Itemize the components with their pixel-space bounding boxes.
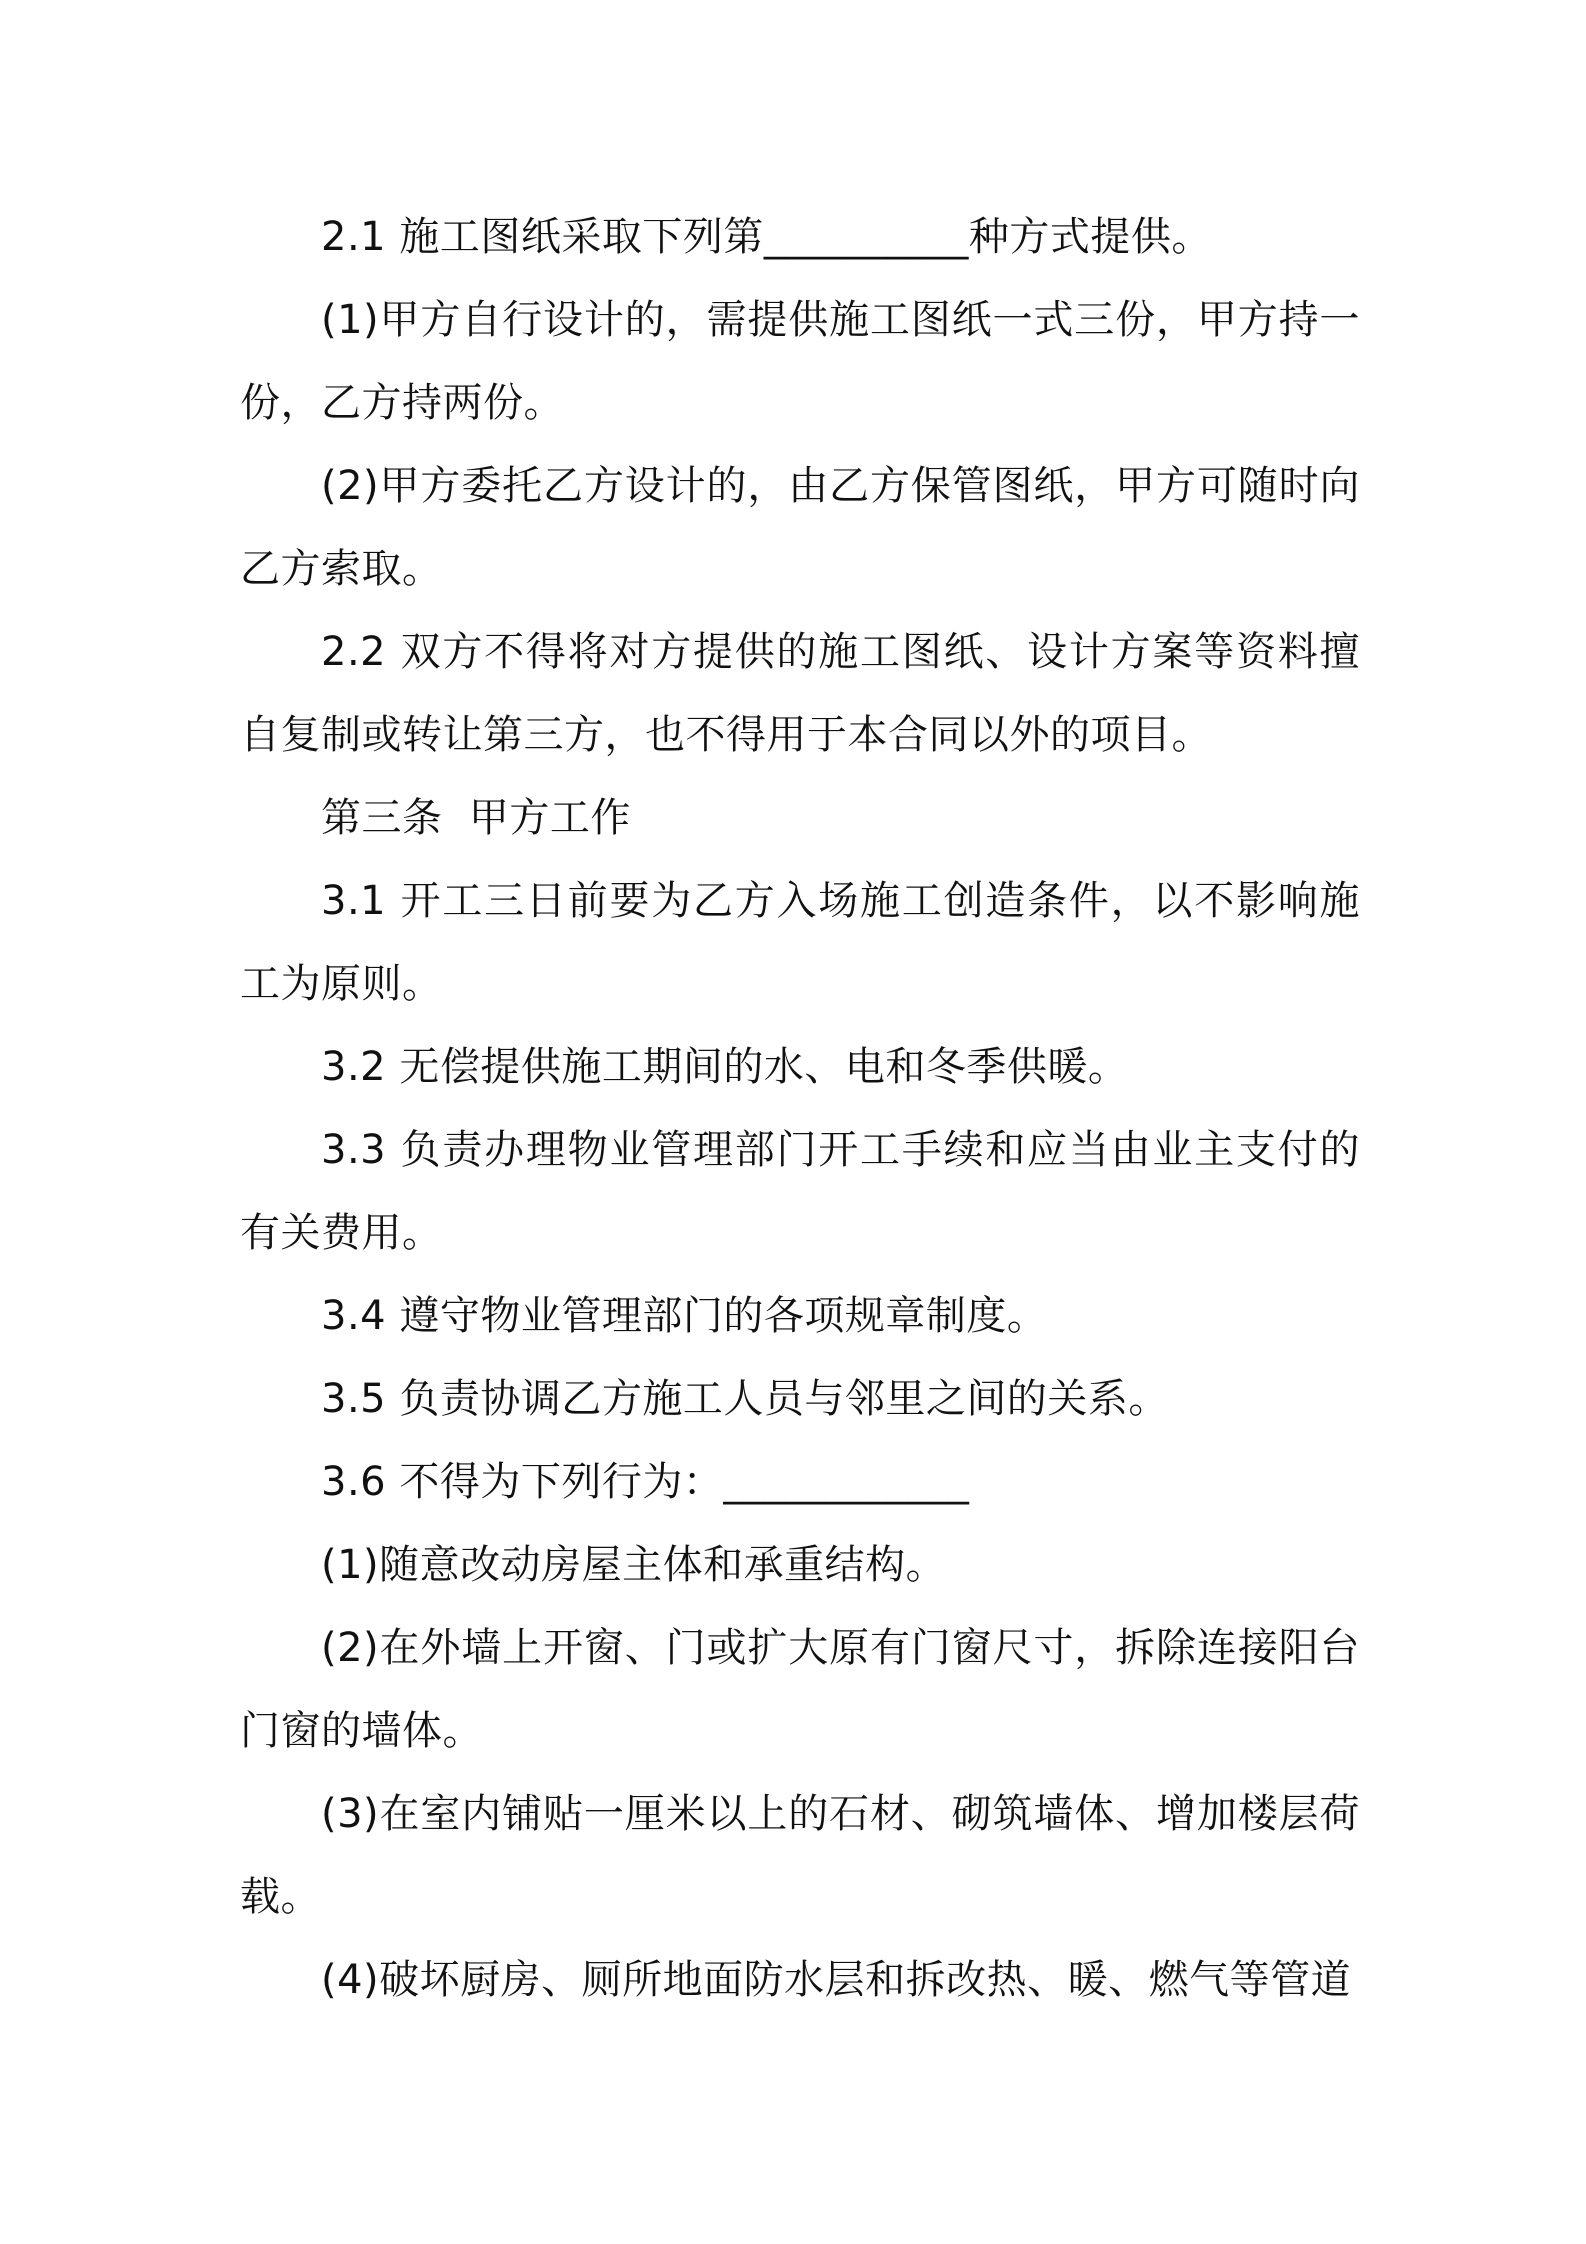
- paragraph-2-1-item-1: (1)甲方自行设计的，需提供施工图纸一式三份，甲方持一份，乙方持两份。: [240, 297, 1360, 426]
- paragraph-3-3: 3.3 负责办理物业管理部门开工手续和应当由业主支付的有关费用。: [240, 1127, 1360, 1256]
- paragraph-3-4: 3.4 遵守物业管理部门的各项规章制度。: [321, 1293, 1048, 1339]
- paragraph-3-6: 3.6 不得为下列行为：____________: [321, 1459, 970, 1505]
- paragraph-3-1: 3.1 开工三日前要为乙方入场施工创造条件，以不影响施工为原则。: [240, 878, 1360, 1007]
- paragraph-2-2: 2.2 双方不得将对方提供的施工图纸、设计方案等资料擅自复制或转让第三方，也不得用于本合同以外的项目。: [240, 629, 1360, 758]
- paragraph-3-5: 3.5 负责协调乙方施工人员与邻里之间的关系。: [321, 1376, 1169, 1422]
- document-body: [240, 196, 1360, 2022]
- paragraph-2-1: 2.1 施工图纸采取下列第__________种方式提供。: [321, 214, 1212, 260]
- paragraph-3-6-item-3: (3)在室内铺贴一厘米以上的石材、砌筑墙体、增加楼层荷载。: [240, 1791, 1360, 1920]
- paragraph-3-6-item-1: (1)随意改动房屋主体和承重结构。: [321, 1542, 947, 1588]
- section-heading-article-3: 第三条 甲方工作: [321, 795, 631, 841]
- paragraph-2-1-item-2: (2)甲方委托乙方设计的，由乙方保管图纸，甲方可随时向乙方索取。: [240, 463, 1360, 592]
- paragraph-3-6-item-2: (2)在外墙上开窗、门或扩大原有门窗尺寸，拆除连接阳台门窗的墙体。: [240, 1625, 1360, 1754]
- paragraph-3-6-item-4: (4)破坏厨房、厕所地面防水层和拆改热、暖、燃气等管道: [321, 1957, 1352, 2003]
- paragraph-3-2: 3.2 无偿提供施工期间的水、电和冬季供暖。: [321, 1044, 1129, 1090]
